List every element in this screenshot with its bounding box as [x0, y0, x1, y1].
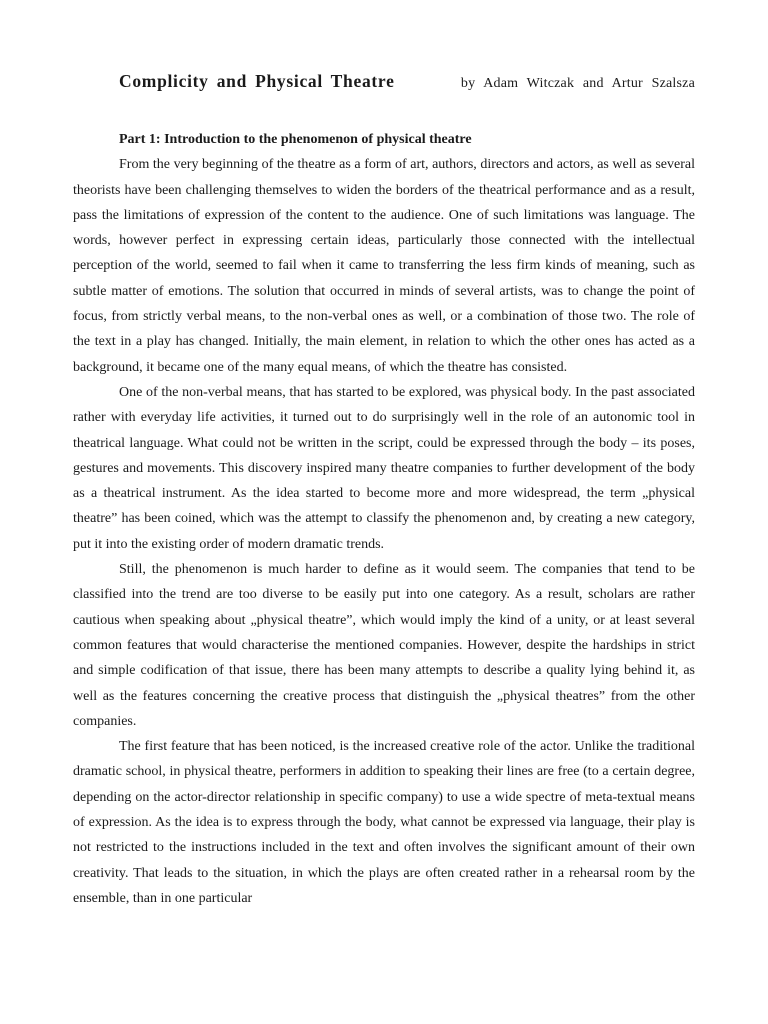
- paragraph-4: The first feature that has been noticed, is the increased creative role of the actor. Unlike the traditional dramatic school, in physical theatre, performers in addition to speaking their lines are free (to a certain degree, depending on the actor-director relationship in specific company) to use a wide spectre of meta-textual means of expression. As the idea is to express through the body, what cannot be expressed via language, their play is not restricted to the instructions included in the text and often involves the significant amount of their own creativity. That leads to the situation, in which the plays are often created rather in a rehearsal room by the ensemble, than in one particular: [73, 739, 695, 906]
- document-byline: by Adam Witczak and Artur Szalsza: [460, 76, 695, 91]
- paragraph-2: One of the non-verbal means, that has started to be explored, was physical body. In the past associated rather with everyday life activities, it turned out to do surprisingly well in the role of an autonomic tool in theatrical language. What could not be written in the script, could be expressed through the body – its poses, gestures and movements. This discovery inspired many theatre companies to further development of the body as a theatrical instrument. As the idea started to become more and more widespread, the term „physical theatre” has been coined, which was the attempt to classify the phenomenon and, by creating a new category, put it into the existing order of modern dramatic trends.: [73, 384, 695, 552]
- paragraph-1: From the very beginning of the theatre as a form of art, authors, directors and actors, as well as several theorists have been challenging themselves to widen the borders of the theatrical performance and as a result, pass the limitations of expression of the content to the audience. One of such limitations was language. The words, however perfect in expressing certain ideas, particularly those connected with the intellectual perception of the world, seemed to fail when it came to transferring the less firm kinds of meaning, such as subtle matter of emotions. The solution that occurred in minds of several artists, was to change the point of focus, from strictly verbal means, to the non-verbal ones as well, or a combination of those two. The role of the text in a play has changed. Initially, the main element, in relation to which the other ones has acted as a background, it became one of the many equal means, of which the theatre has consisted.: [73, 157, 695, 375]
- document-title: Complicity and Physical Theatre: [119, 71, 395, 91]
- paragraph-3: Still, the phenomenon is much harder to define as it would seem. The companies that tend to be classified into the trend are too diverse to be easily put into one category. As a result, scholars are rather cautious when speaking about „physical theatre”, which would imply the kind of a unity, or at least several common features that would characterise the mentioned companies. However, despite the hardships in strict and simple codification of that issue, there has been many attempts to describe a quality lying behind it, as well as the features concerning the creative process that distinguish the „physical theatres” from the other companies.: [73, 562, 695, 729]
- title-line: [73, 71, 695, 93]
- part-heading: Part 1: Introduction to the phenomenon of physical theatre: [119, 132, 472, 147]
- document-page: [73, 0, 695, 911]
